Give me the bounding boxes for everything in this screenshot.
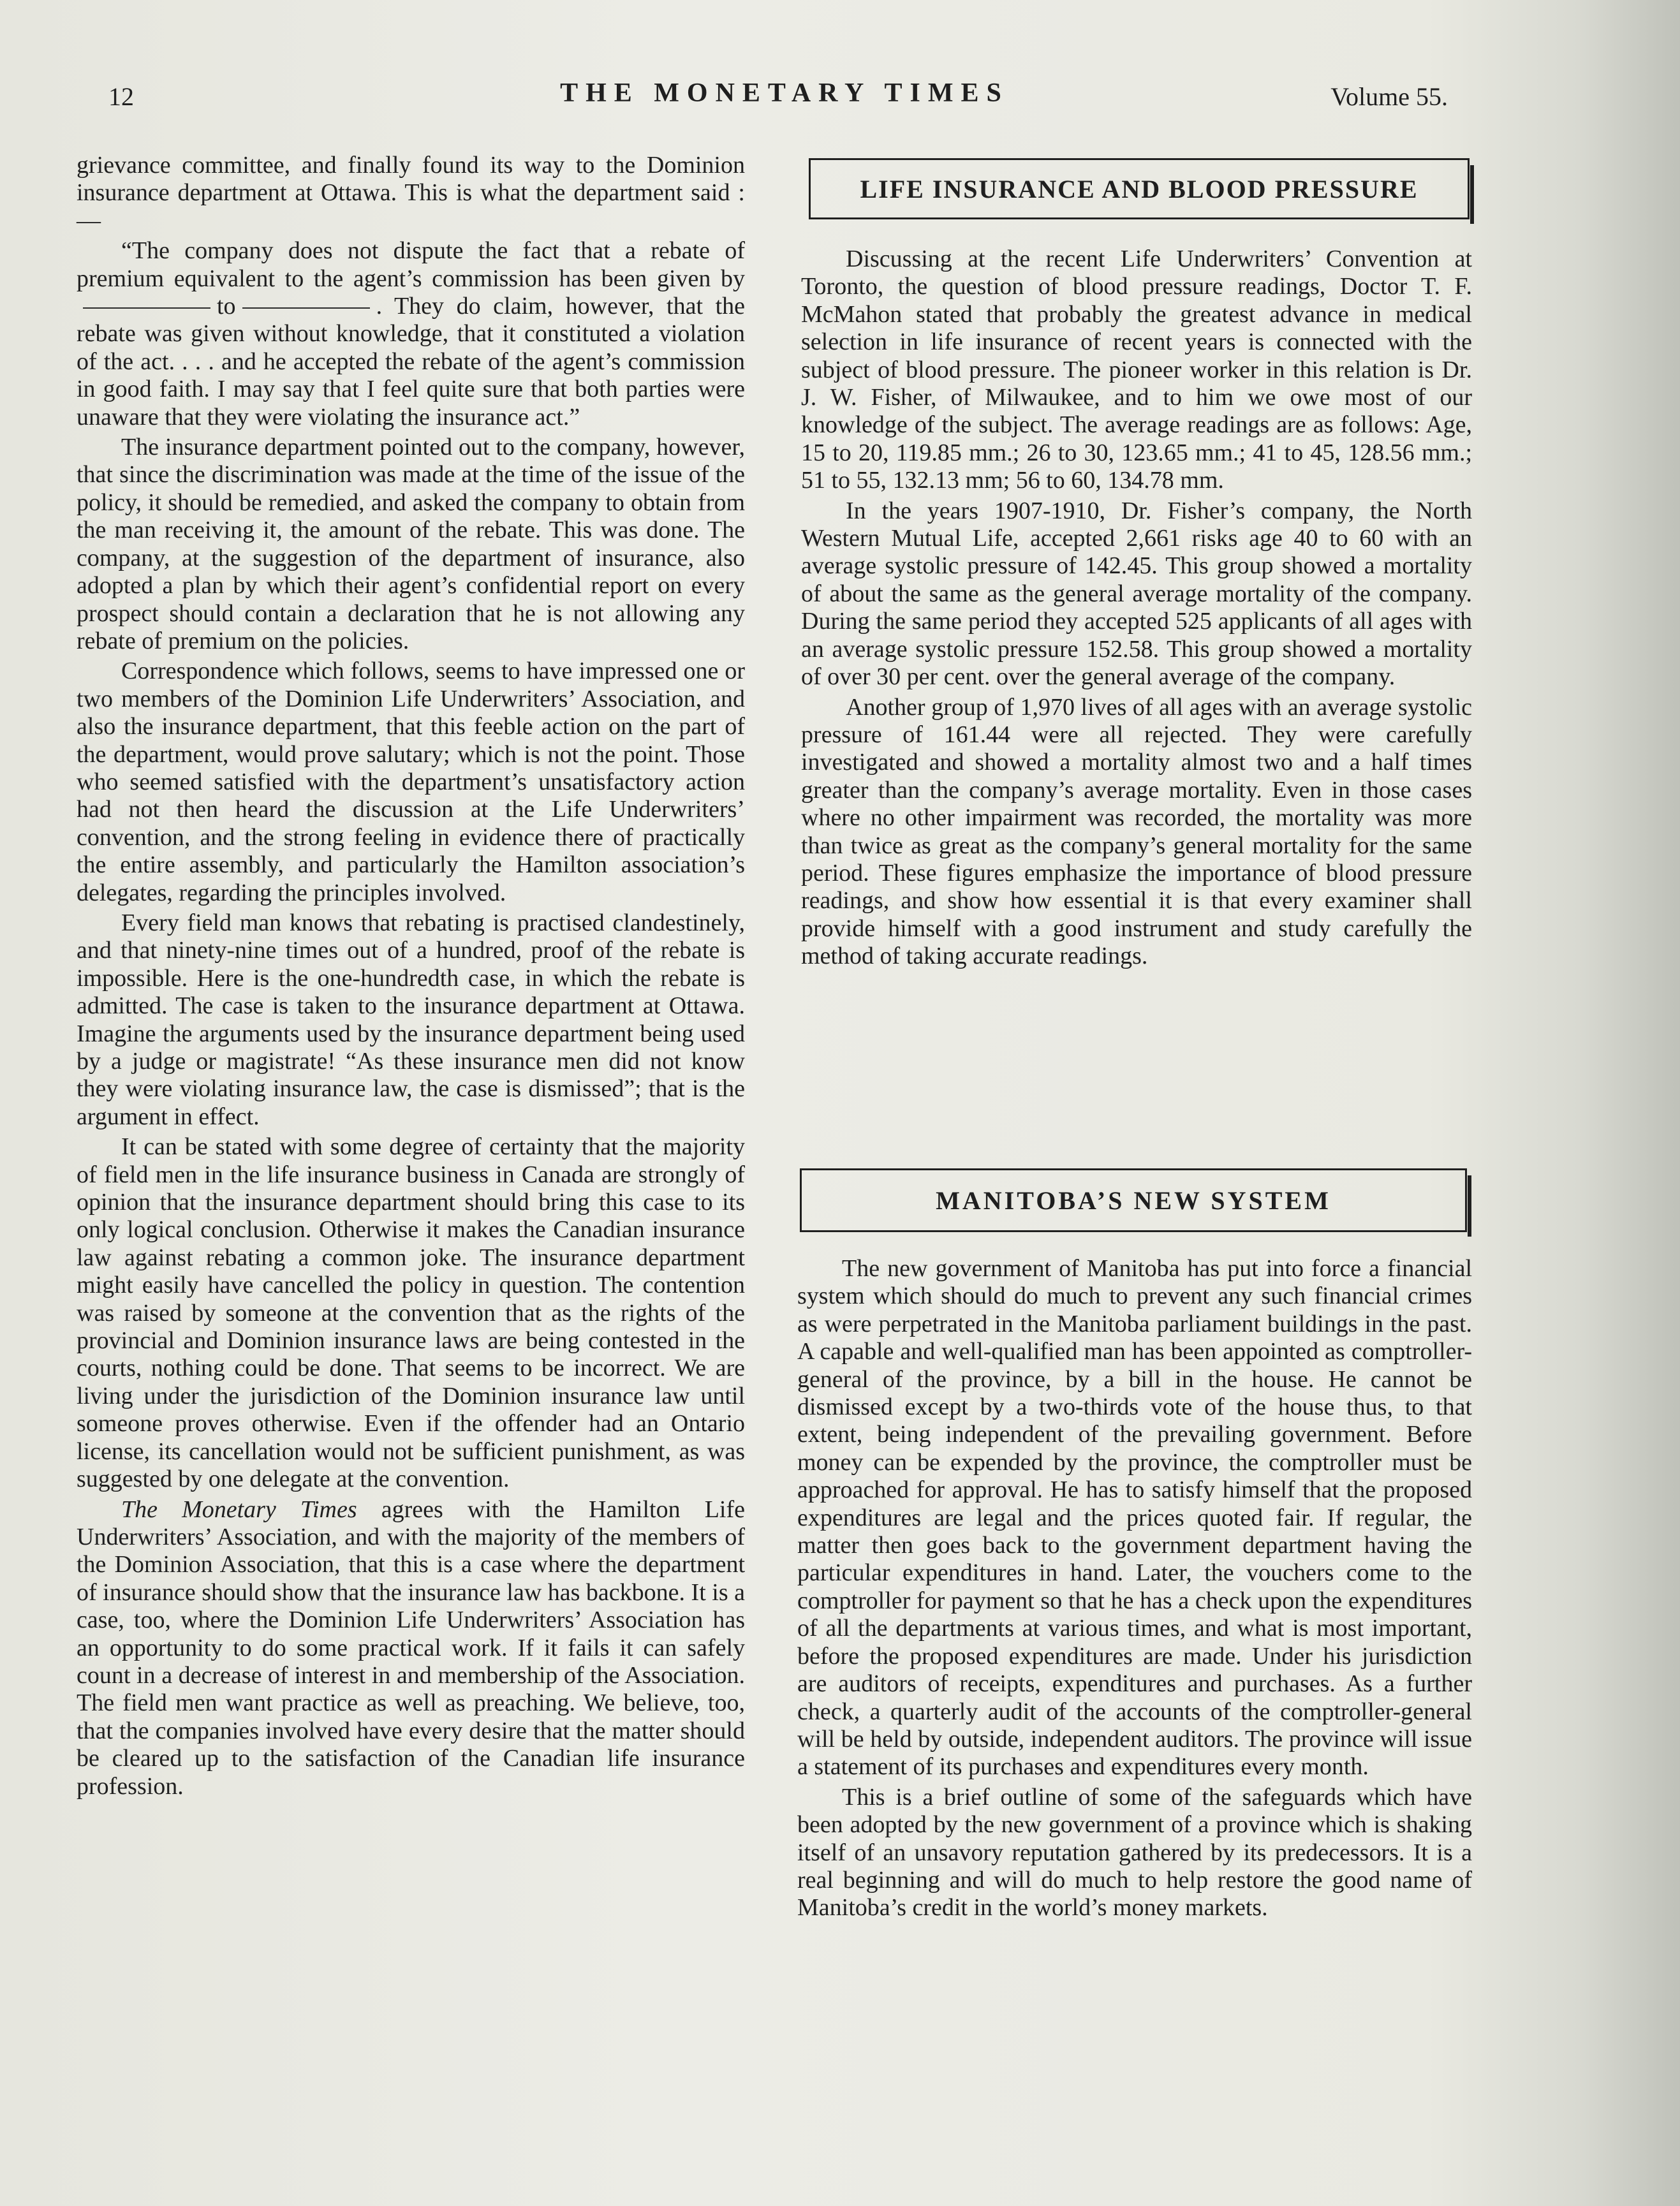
quote-text-a: “The company does not dispute the fact that a rebate of premium equivalent to the agent’s commission has been given by [77,237,745,292]
paragraph: In the years 1907-1910, Dr. Fisher’s company, the North Western Mutual Life, accepted 2,661 risks age 40 to 60 with an average systolic pressure of 142.45. This group showed a mortality of about the same as the general average mortality of the company. During the same period they accepted 525 applicants of all ages with an average systolic pressure 152.58. This group showed a mortality of over 30 per cent. over the general average of the company. [801,497,1472,691]
volume-label: Volume 55. [1330,82,1448,111]
paragraph: The insurance department pointed out to the company, however, that since the discrimination was made at the time of the issue of the policy, it should be remedied, and asked the company to obtain from the man receiving it, the amount of the rebate. This was done. The company, at the suggestion of the department of insurance, also adopted a plan by which their agent’s confidential report on every prospect should contain a declaration that he is not allowing any rebate of premium on the policies. [77,434,745,654]
paragraph-text: agrees with the Hamilton Life Underwriters’ Association, and with the majority of the members of the Dominion Association, that this is a case where the department of insurance should show that the insurance law has backbone. It is a case, too, where the Dominion Life Underwriters’ Association has an opportunity to do some practical work. If it fails it can safely count in a decrease of interest in and membership of the Association. The field men want practice as well as preaching. We believe, too, that the companies involved have every desire that the matter should be cleared up to the satisfaction of the Canadian life insurance profession. [77,1496,745,1800]
right-column-blood-pressure [801,246,1472,971]
heading-box-blood-pressure [809,158,1470,219]
paragraph: Correspondence which follows, seems to have impressed one or two members of the Dominion Life Underwriters’ Association, and also the insurance department, that this feeble action on the part of the department, would prove salutary; which is not the point. Those who seemed satisfied with the department’s unsatisfactory action had not then heard the discussion at the Life Underwriters’ convention, and the strong feeling in evidence there of practically the entire assembly, and particularly the Hamilton association’s delegates, regarding the principles involved. [77,658,745,906]
section-heading: LIFE INSURANCE AND BLOOD PRESSURE [860,174,1418,203]
paragraph: grievance committee, and finally found its way to the Dominion insurance department at Ottawa. This is what the department said :— [77,152,745,234]
page-number: 12 [108,82,134,111]
right-column-manitoba [797,1255,1472,1922]
paragraph: Discussing at the recent Life Underwriters’ Convention at Toronto, the question of blood pressure readings, Doctor T. F. McMahon stated that probably the greatest advance in medical selection in life insurance of recent years is connected with the subject of blood pressure. The pioneer worker in this relation is Dr. J. W. Fisher, of Milwaukee, and to him we owe most of our knowledge of the subject. The average readings are as follows: Age, 15 to 20, 119.85 mm.; 26 to 30, 123.65 mm.; 41 to 45, 128.56 mm.; 51 to 55, 132.13 mm; 56 to 60, 134.78 mm. [801,246,1472,494]
left-column [77,152,745,1800]
section-heading: MANITOBA’S NEW SYSTEM [936,1186,1331,1215]
quoted-letter [77,237,745,431]
running-title: THE MONETARY TIMES [560,78,1009,108]
publication-name: The Monetary Times [121,1496,357,1523]
redacted-name-line [242,307,370,309]
paragraph: This is a brief outline of some of the safeguards which have been adopted by the new government of a province which is shaking itself of an unsavory reputation gathered by its predecessors. It is a real beginning and will do much to help restore the good name of Manitoba’s credit in the world’s money markets. [797,1783,1472,1922]
page-header [108,78,1448,116]
paragraph: Another group of 1,970 lives of all ages with an average systolic pressure of 161.44 were all rejected. They were carefully investigated and showed a mortality almost two and a half times greater than the company’s average mortality. Even in those cases where no other impairment was recorded, the mortality was more than twice as great as the company’s general mortality for the same period. These figures emphasize the importance of blood pressure readings, and show how essential it is that every examiner shall provide himself with a good instrument and study carefully the method of taking accurate readings. [801,693,1472,970]
quote-text-b: . They do claim, however, that the rebate was given without knowledge, that it constituted a violation of the act. . . . and he accepted the rebate of the agent’s commission in good faith. I may say that I feel quite sure that both parties were unaware that they were violating the insurance act.” [77,293,745,430]
paragraph [77,1496,745,1800]
paragraph: It can be stated with some degree of certainty that the majority of field men in the life insurance business in Canada are strongly of opinion that the insurance department should bring this case to its only logical conclusion. Otherwise it makes the Canadian insurance law against rebating a common joke. The insurance department might easily have cancelled the policy in question. The contention was raised by someone at the convention that as the rights of the provincial and Dominion insurance laws are being contested in the courts, nothing could be done. That seems to be incorrect. We are living under the jurisdiction of the Dominion insurance law until someone proves otherwise. Even if the offender had an Ontario license, its cancellation would not be sufficient punishment, as was suggested by one delegate at the convention. [77,1133,745,1493]
quote-to: to [217,293,236,320]
heading-box-manitoba [800,1168,1467,1232]
paragraph: The new government of Manitoba has put into force a financial system which should do much to prevent any such financial crimes as were perpetrated in the Manitoba parliament buildings in the past. A capable and well-qualified man has been appointed as comptroller-general of the province, by a bill in the house. He cannot be dismissed except by a two-thirds vote of the house thus, to that extent, being independent of the prevailing government. Before money can be expended by the province, the comptroller must be approached for approval. He has to satisfy himself that the proposed expenditures are legal and the prices quoted fair. If regular, the matter then goes back to the government department having the particular expenditures in hand. Later, the vouchers come to the comptroller for payment so that he has a check upon the expenditures of all the departments at various times, and what is most important, before the proposed expenditures are made. Under his jurisdiction are auditors of receipts, expenditures and purchases. As a further check, a quarterly audit of the accounts of the comptroller-general will be held by outside, independent auditors. The province will issue a statement of its purchases and expenditures every month. [797,1255,1472,1781]
redacted-name-line [83,307,210,309]
paragraph: Every field man knows that rebating is practised clandestinely, and that ninety-nine times out of a hundred, proof of the rebate is impossible. Here is the one-hundredth case, in which the rebate is admitted. The case is taken to the insurance department at Ottawa. Imagine the arguments used by the insurance department being used by a judge or magistrate! “As these insurance men did not know they were violating insurance law, the case is dismissed”; that is the argument in effect. [77,909,745,1130]
